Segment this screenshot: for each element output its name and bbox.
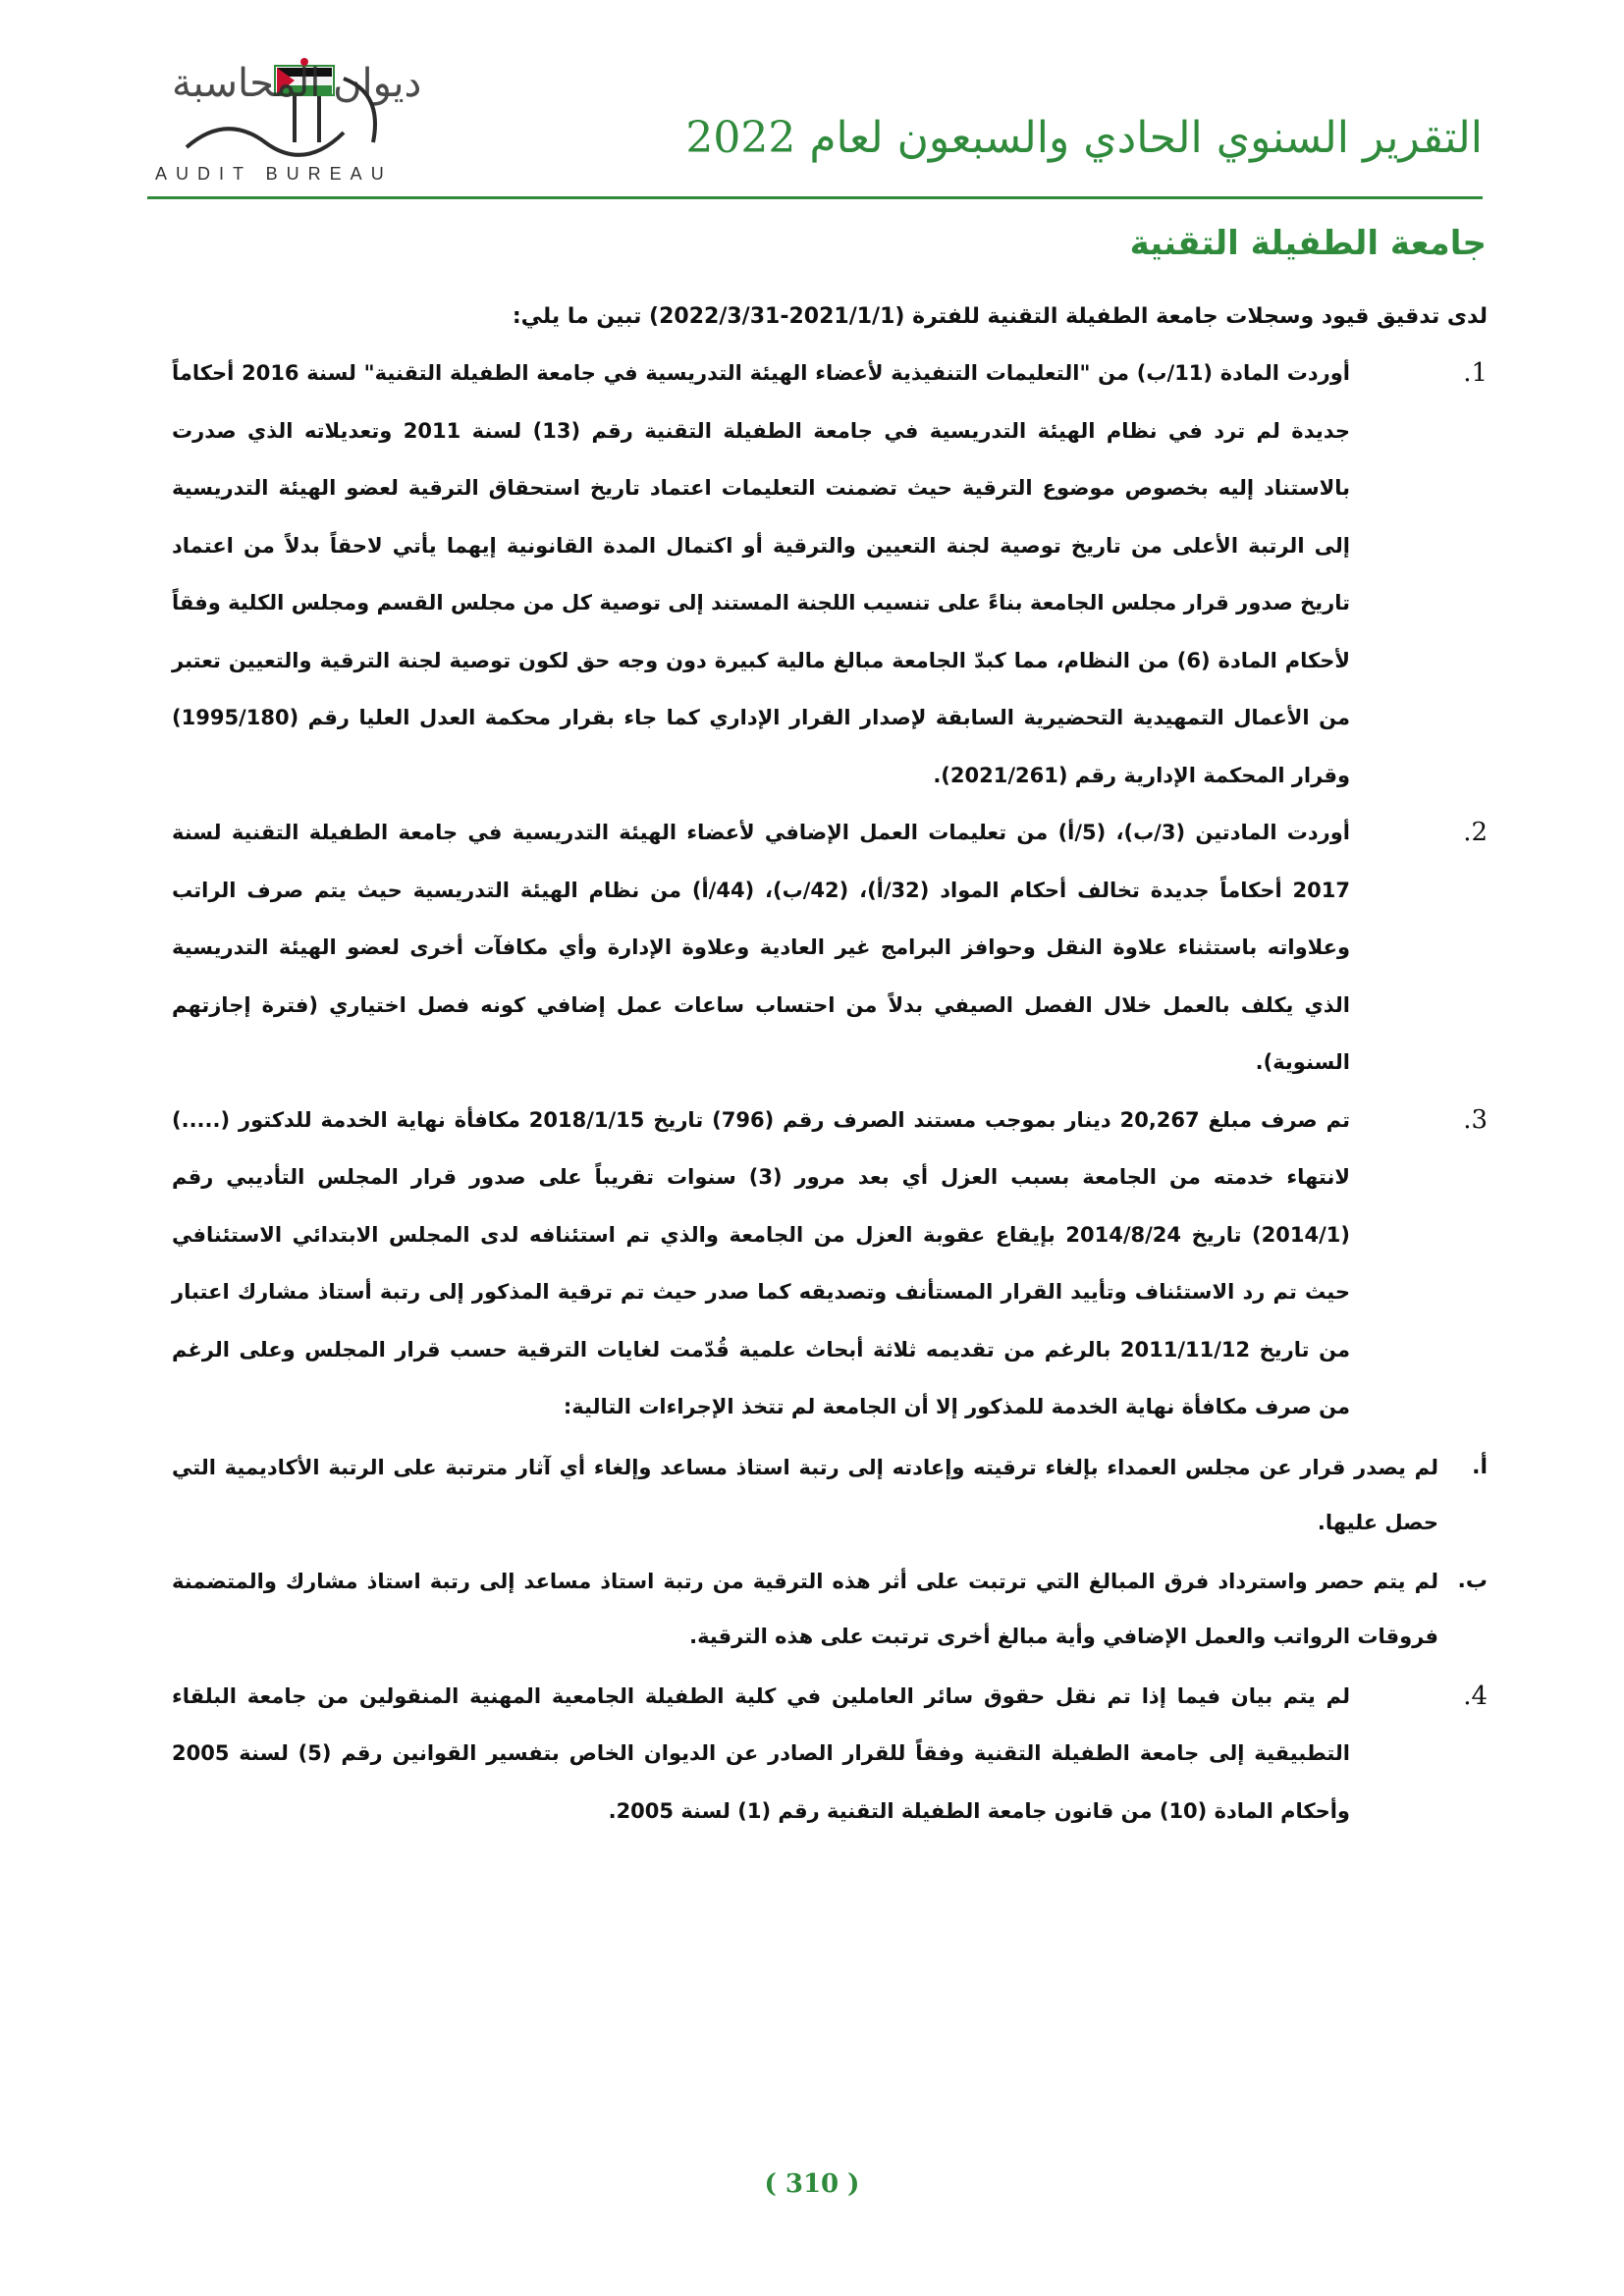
item-text: تم صرف مبلغ 20,267 دينار بموجب مستند الصرف رقم (796) تاريخ 2018/1/15 مكافأة نهاية الخدمة للدكتور (.....) لانتهاء خدمته من الجامعة بسبب العزل أي بعد مرور (3) سنوات تقريباً على صدور قرار المجلس التأديبي رقم (2014/1) تاريخ 2014/8/24 بإيقاع عقوبة العزل من الجامعة والذي تم استئنافه لدى المجلس الابتدائي الاستئنافي حيث تم رد الاستئناف وتأييد القرار المستأنف وتصديقه كما صدر حيث تم ترقية المذكور إلى رتبة أستاذ مشارك اعتبار من تاريخ 2011/11/12 بالرغم من تقديمه ثلاثة أبحاث علمية قُدّمت لغايات الترقية حسب قرار المجلس وعلى الرغم من صرف مكافأة نهاية الخدمة للمذكور إلا أن الجامعة لم تتخذ الإجراءات التالية: — [172, 1107, 1351, 1418]
item-number: 1. — [1463, 358, 1488, 388]
sub-item-text: لم يتم حصر واسترداد فرق المبالغ التي ترتبت على أثر هذه الترقية من رتبة استاذ مساعد إلى رتبة استاذ مشارك والمتضمنة فروقات الرواتب والعمل الإضافي وأية مبالغ أخرى ترتبت على هذه الترقية. — [172, 1569, 1438, 1648]
list-item — [172, 804, 1488, 1092]
sub-item-text: لم يصدر قرار عن مجلس العمداء بإلغاء ترقيته وإعادته إلى رتبة استاذ مساعد وإلغاء أي آثار مترتبة على الرتبة الأكاديمية التي حصل عليها. — [172, 1455, 1438, 1534]
sub-list-item — [172, 1440, 1488, 1550]
document-body — [172, 290, 1488, 1840]
sub-item-letter: ب. — [1457, 1568, 1488, 1593]
page-number: ( 310 ) — [764, 2169, 860, 2199]
item-text: أوردت المادة (11/ب) من "التعليمات التنفيذية لأعضاء الهيئة التدريسية في جامعة الطفيلة التقنية" لسنة 2016 أحكاماً جديدة لم ترد في نظام الهيئة التدريسية في جامعة الطفيلة التقنية رقم (13) لسنة 2011 وتعديلاته الذي صدرت بالاستناد إليه بخصوص موضوع الترقية حيث تضمنت التعليمات اعتماد تاريخ استحقاق الترقية لعضو الهيئة التدريسية إلى الرتبة الأعلى من تاريخ توصية لجنة التعيين والترقية أو اكتمال المدة القانونية إيهما يأتي لاحقاً بدلاً من اعتماد تاريخ صدور قرار مجلس الجامعة بناءً على تنسيب اللجنة المستند إلى توصية كل من مجلس القسم ومجلس الكلية وفقاً لأحكام المادة (6) من النظام، مما كبدّ الجامعة مبالغ مالية كبيرة دون وجه حق لكون توصية لجنة الترقية والتعيين تعتبر من الأعمال التمهيدية التحضيرية السابقة لإصدار القرار الإداري كما جاء بقرار محكمة العدل العليا رقم (1995/180) وقرار المحكمة الإدارية رقم (2021/261). — [172, 361, 1350, 787]
sub-list-item — [172, 1554, 1488, 1664]
list-item — [172, 1668, 1488, 1841]
item-number: 2. — [1463, 818, 1488, 847]
item-number: 4. — [1463, 1681, 1488, 1711]
item-number: 3. — [1463, 1104, 1488, 1135]
intro-paragraph: لدى تدقيق قيود وسجلات جامعة الطفيلة التقنية للفترة (2021/1/1-2022/3/31) تبين ما يلي: — [512, 304, 1488, 329]
logo-english-text: AUDIT BUREAU — [155, 164, 393, 184]
item-text: أوردت المادتين (3/ب)، (5/أ) من تعليمات العمل الإضافي لأعضاء الهيئة التدريسية في جامعة الطفيلة التقنية لسنة 2017 أحكاماً جديدة تخالف أحكام المواد (32/أ)، (42/ب)، (44/أ) من نظام الهيئة التدريسية حيث يتم صرف الراتب وعلاواته باستثناء علاوة النقل وحوافز البرامج غير العادية وعلاوة الإدارة وأي مكافآت أخرى لعضو الهيئة التدريسية الذي يكلف بالعمل خلال الفصل الصيفي بدلاً من احتساب ساعات عمل إضافي كونه فصل اختياري (فترة إجازتهم السنوية). — [172, 821, 1350, 1074]
section-title: جامعة الطفيلة التقنية — [1129, 224, 1487, 263]
list-item — [172, 345, 1488, 804]
list-item — [172, 1092, 1488, 1436]
sub-item-letter: أ. — [1472, 1454, 1488, 1479]
report-title: التقرير السنوي الحادي والسبعون لعام 2022 — [685, 113, 1483, 163]
item-text: لم يتم بيان فيما إذا تم نقل حقوق سائر العاملين في كلية الطفيلة الجامعية المهنية المنقولين من جامعة البلقاء التطبيقية إلى جامعة الطفيلة التقنية وفقاً للقرار الصادر عن الديوان الخاص بتفسير القوانين رقم (5) لسنة 2005 وأحكام المادة (10) من قانون جامعة الطفيلة التقنية رقم (1) لسنة 2005. — [172, 1683, 1350, 1823]
logo-arabic-text: ديوان المحاسبة — [172, 61, 422, 106]
header-divider — [147, 196, 1483, 199]
